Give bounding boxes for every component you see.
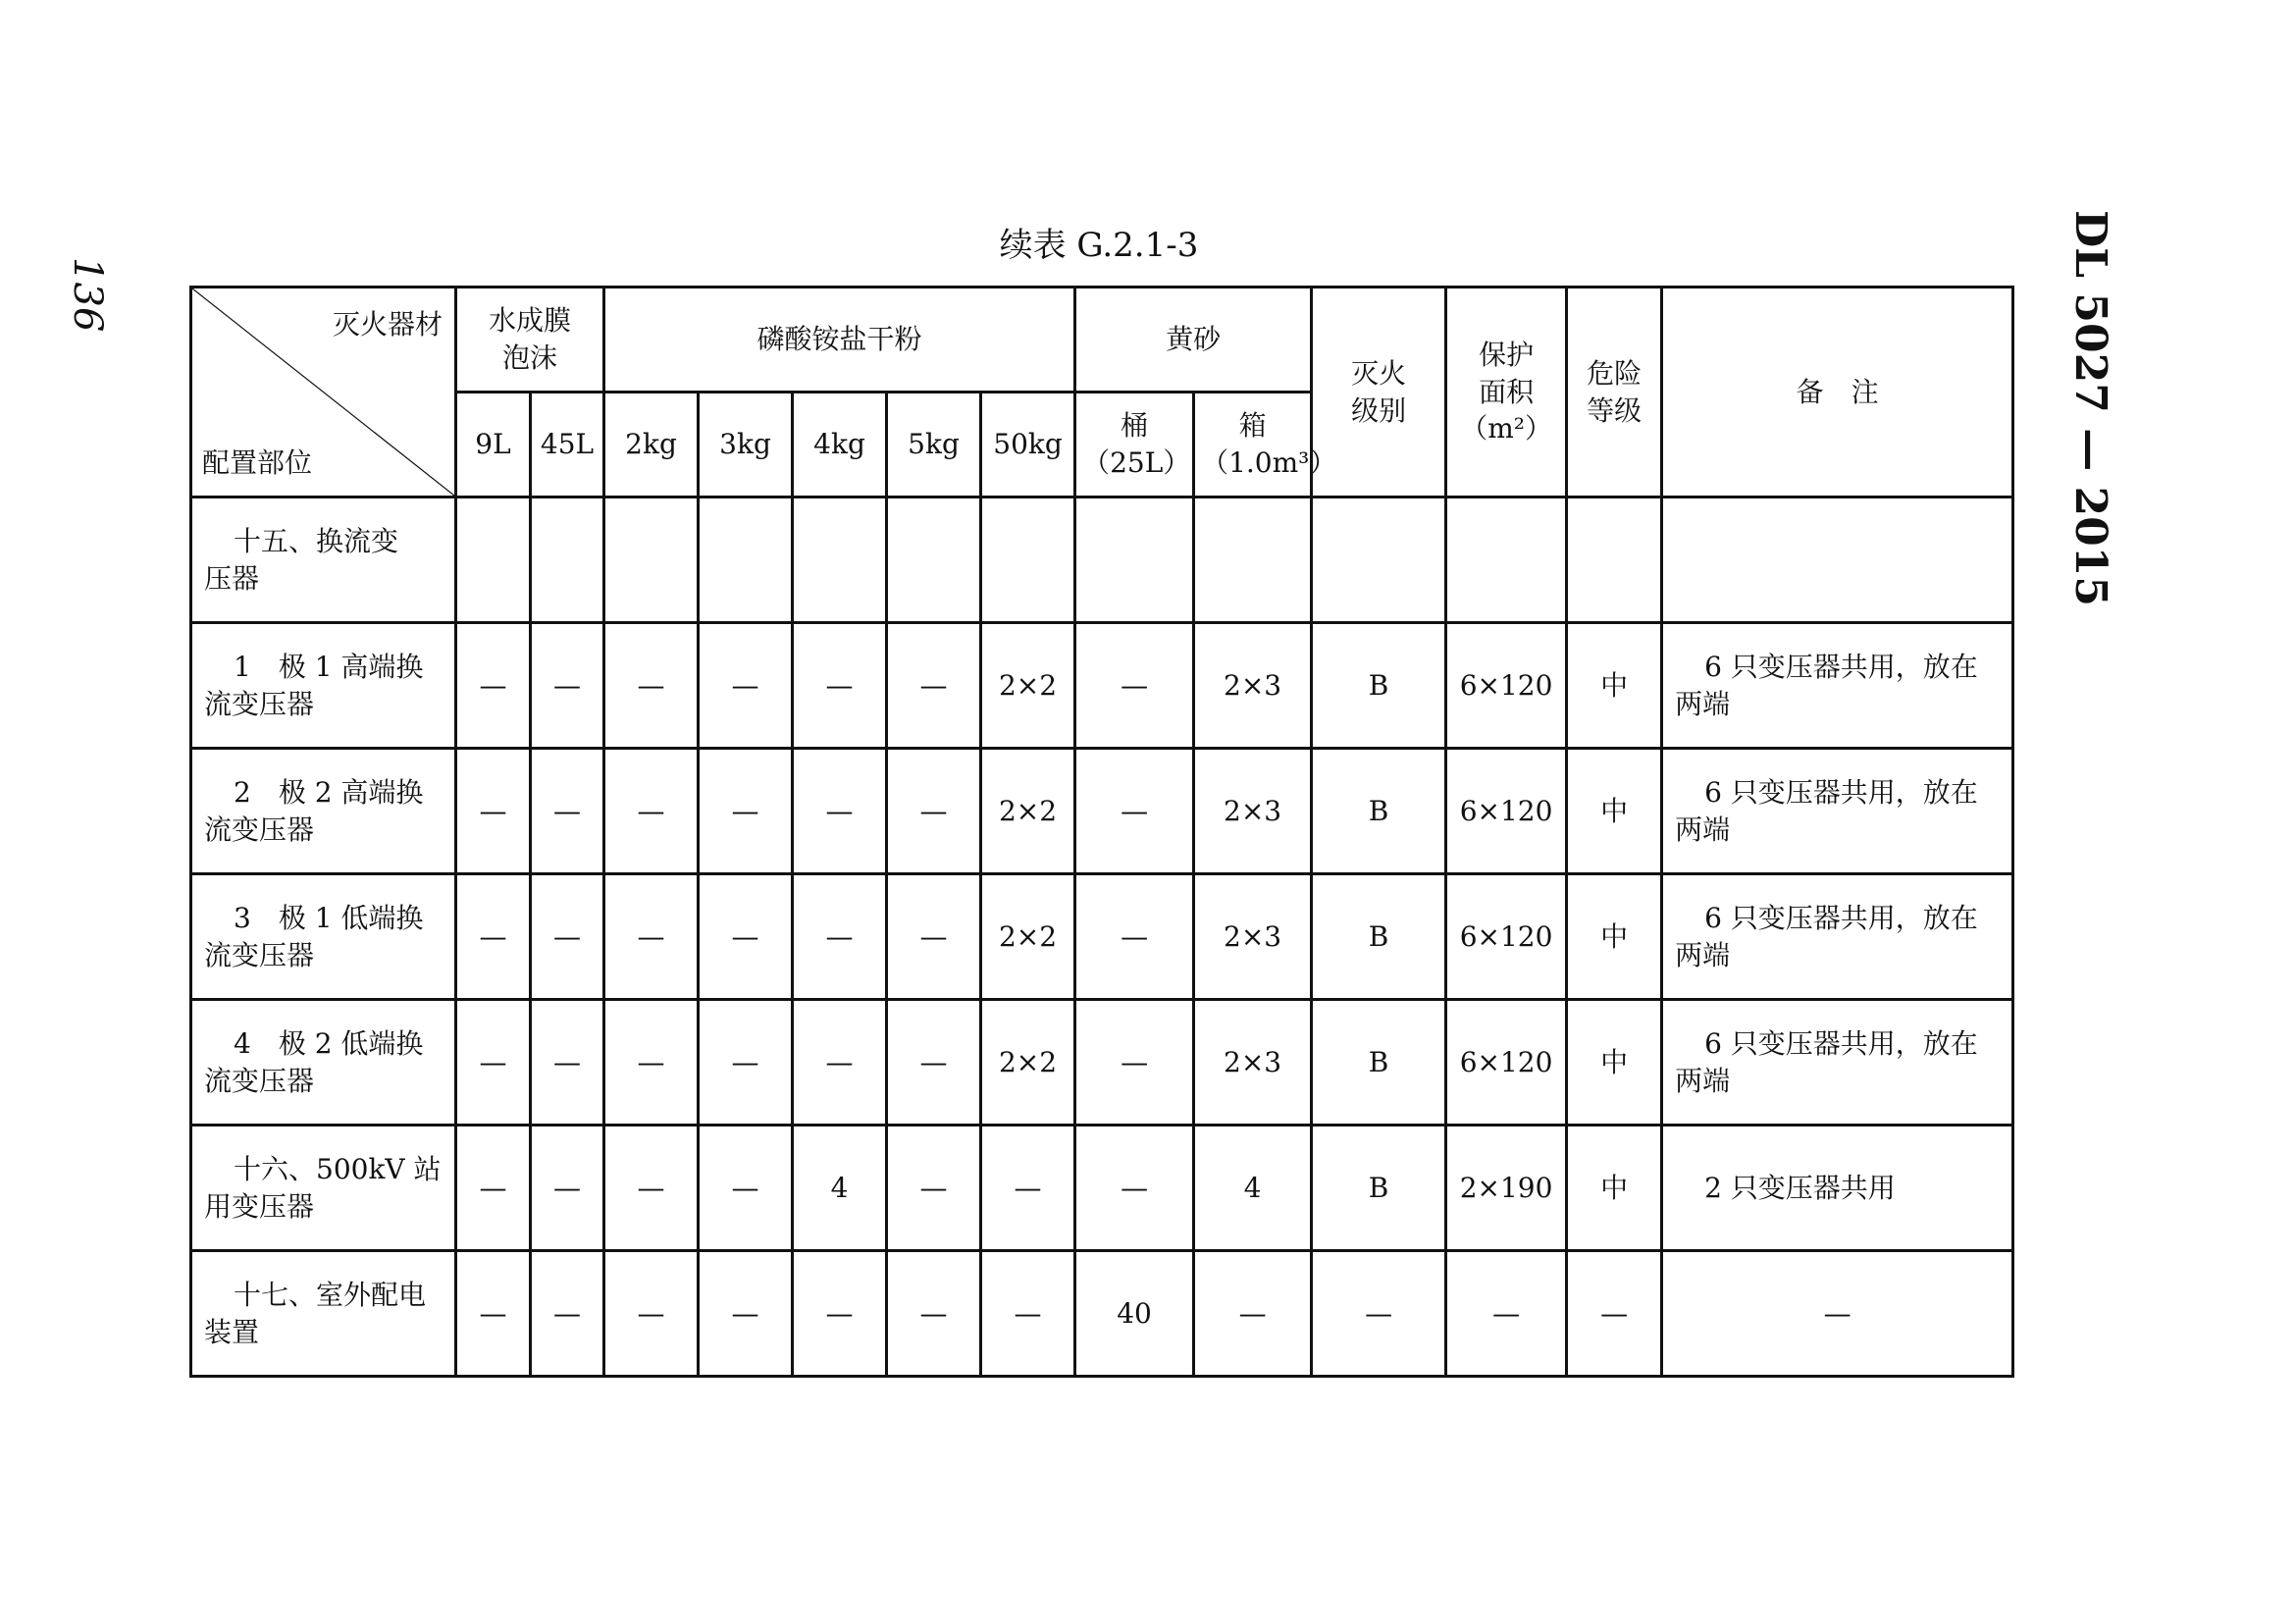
remarks-line-1: — <box>1823 1296 1852 1330</box>
value-cell: — <box>699 1251 793 1377</box>
value-cell: B <box>1312 623 1446 749</box>
location-line-2: 流变压器 <box>204 812 315 846</box>
value-cell: 4 <box>793 1126 887 1251</box>
location-line-2: 流变压器 <box>204 687 315 720</box>
value-cell: — <box>699 749 793 874</box>
remarks-line-1: 6 只变压器共用，放在 <box>1704 775 1978 809</box>
value-cell: — <box>1075 749 1194 874</box>
value-cell: — <box>699 1000 793 1126</box>
location-cell <box>191 1000 456 1126</box>
value-cell <box>456 498 531 623</box>
header-foam: 水成膜 泡沫 <box>456 288 604 393</box>
value-cell: — <box>604 749 699 874</box>
header-dry-powder: 磷酸铵盐干粉 <box>604 288 1075 393</box>
remarks-line-1: 2 只变压器共用 <box>1704 1171 1896 1204</box>
value-cell: B <box>1312 1000 1446 1126</box>
value-cell <box>1312 498 1446 623</box>
value-cell: — <box>887 1251 981 1377</box>
value-cell: B <box>1312 1126 1446 1251</box>
value-cell <box>699 498 793 623</box>
value-cell: — <box>456 749 531 874</box>
subheader-50kg: 50kg <box>981 393 1075 498</box>
remarks-line-2: 两端 <box>1675 687 1731 720</box>
value-cell: — <box>1075 874 1194 1000</box>
value-cell <box>981 498 1075 623</box>
table-row <box>191 1000 2013 1126</box>
table-title: 续表 G.2.1-3 <box>999 226 1199 265</box>
value-cell: — <box>531 749 604 874</box>
header-sand: 黄砂 <box>1075 288 1312 393</box>
value-cell: — <box>887 1126 981 1251</box>
remarks-line-1: 6 只变压器共用，放在 <box>1704 901 1978 934</box>
value-cell: 6×120 <box>1446 749 1567 874</box>
corner-label-location: 配置部位 <box>202 446 313 480</box>
value-cell: — <box>1075 1000 1194 1126</box>
value-cell: — <box>793 874 887 1000</box>
value-cell: 2×190 <box>1446 1126 1567 1251</box>
table-row <box>191 874 2013 1000</box>
value-cell: — <box>456 623 531 749</box>
remarks-cell <box>1662 1251 2013 1377</box>
remarks-line-1: 6 只变压器共用，放在 <box>1704 1026 1978 1060</box>
value-cell <box>887 498 981 623</box>
subheader-45l: 45L <box>531 393 604 498</box>
value-cell: 6×120 <box>1446 1000 1567 1126</box>
value-cell <box>1567 498 1662 623</box>
table-body <box>191 498 2013 1377</box>
value-cell: 2×3 <box>1194 623 1312 749</box>
value-cell: — <box>887 749 981 874</box>
table-row <box>191 1251 2013 1377</box>
remarks-line-2: 两端 <box>1675 938 1731 971</box>
value-cell: — <box>1194 1251 1312 1377</box>
subheader-4kg: 4kg <box>793 393 887 498</box>
page-number: 136 <box>65 257 110 333</box>
value-cell: — <box>981 1251 1075 1377</box>
value-cell: — <box>531 1000 604 1126</box>
value-cell: 中 <box>1567 1000 1662 1126</box>
value-cell: — <box>456 1126 531 1251</box>
standard-code: DL 5027 — 2015 <box>2065 210 2115 606</box>
table-row <box>191 623 2013 749</box>
remarks-cell <box>1662 498 2013 623</box>
value-cell: — <box>531 623 604 749</box>
location-line-2: 流变压器 <box>204 938 315 971</box>
location-line-2: 压器 <box>204 561 260 595</box>
value-cell: — <box>1312 1251 1446 1377</box>
value-cell: — <box>887 874 981 1000</box>
value-cell: — <box>699 623 793 749</box>
location-cell <box>191 749 456 874</box>
header-row-1 <box>191 288 2013 393</box>
value-cell: B <box>1312 874 1446 1000</box>
value-cell: — <box>699 874 793 1000</box>
remarks-cell <box>1662 1126 2013 1251</box>
location-cell <box>191 1126 456 1251</box>
value-cell: — <box>793 623 887 749</box>
subheader-9l: 9L <box>456 393 531 498</box>
value-cell: B <box>1312 749 1446 874</box>
value-cell: 2×3 <box>1194 749 1312 874</box>
location-cell <box>191 874 456 1000</box>
value-cell <box>1446 498 1567 623</box>
header-remarks: 备 注 <box>1662 288 2013 498</box>
value-cell: 4 <box>1194 1126 1312 1251</box>
header-fire-class: 灭火 级别 <box>1312 288 1446 498</box>
remarks-cell <box>1662 749 2013 874</box>
location-line-1: 2 极 2 高端换 <box>234 775 424 809</box>
subheader-sand-box: 箱 （1.0m³） <box>1194 393 1312 498</box>
value-cell: 2×2 <box>981 623 1075 749</box>
value-cell: 40 <box>1075 1251 1194 1377</box>
location-line-1: 十七、室外配电 <box>234 1278 427 1311</box>
value-cell: — <box>604 1251 699 1377</box>
value-cell: — <box>604 623 699 749</box>
value-cell: — <box>531 1251 604 1377</box>
value-cell: — <box>887 1000 981 1126</box>
value-cell: 2×3 <box>1194 1000 1312 1126</box>
value-cell: — <box>887 623 981 749</box>
value-cell: 2×2 <box>981 1000 1075 1126</box>
location-line-1: 3 极 1 低端换 <box>234 901 424 934</box>
header-corner-cell <box>191 288 456 498</box>
location-cell <box>191 1251 456 1377</box>
location-line-1: 4 极 2 低端换 <box>234 1026 424 1060</box>
value-cell: — <box>1567 1251 1662 1377</box>
fire-equipment-table <box>189 286 2014 1378</box>
value-cell: — <box>456 1251 531 1377</box>
value-cell: — <box>1446 1251 1567 1377</box>
value-cell: — <box>604 1126 699 1251</box>
location-line-1: 1 极 1 高端换 <box>234 650 424 683</box>
value-cell: — <box>456 874 531 1000</box>
value-cell: 中 <box>1567 749 1662 874</box>
value-cell: — <box>604 1000 699 1126</box>
remarks-line-2: 两端 <box>1675 1064 1731 1097</box>
value-cell <box>1194 498 1312 623</box>
table-row <box>191 749 2013 874</box>
value-cell: 2×3 <box>1194 874 1312 1000</box>
header-protect-area: 保护 面积 （m²） <box>1446 288 1567 498</box>
table-row <box>191 498 2013 623</box>
remarks-line-1: 6 只变压器共用，放在 <box>1704 650 1978 683</box>
value-cell: — <box>531 874 604 1000</box>
location-cell <box>191 498 456 623</box>
subheader-sand-bucket: 桶 （25L） <box>1075 393 1194 498</box>
subheader-2kg: 2kg <box>604 393 699 498</box>
subheader-3kg: 3kg <box>699 393 793 498</box>
value-cell: — <box>1075 1126 1194 1251</box>
corner-label-equipment: 灭火器材 <box>332 308 443 341</box>
remarks-line-2: 两端 <box>1675 812 1731 846</box>
value-cell: — <box>793 749 887 874</box>
value-cell: 2×2 <box>981 874 1075 1000</box>
subheader-5kg: 5kg <box>887 393 981 498</box>
value-cell: 中 <box>1567 874 1662 1000</box>
location-line-2: 用变压器 <box>204 1189 315 1223</box>
location-line-2: 装置 <box>204 1315 260 1348</box>
location-line-1: 十五、换流变 <box>234 524 399 557</box>
value-cell: 中 <box>1567 623 1662 749</box>
location-line-1: 十六、500kV 站 <box>234 1152 442 1185</box>
remarks-cell <box>1662 874 2013 1000</box>
value-cell: — <box>699 1126 793 1251</box>
value-cell: — <box>531 1126 604 1251</box>
value-cell: — <box>793 1251 887 1377</box>
value-cell: 6×120 <box>1446 623 1567 749</box>
value-cell: — <box>604 874 699 1000</box>
value-cell: — <box>981 1126 1075 1251</box>
value-cell: — <box>456 1000 531 1126</box>
value-cell: — <box>1075 623 1194 749</box>
location-cell <box>191 623 456 749</box>
location-line-2: 流变压器 <box>204 1064 315 1097</box>
remarks-cell <box>1662 623 2013 749</box>
value-cell: 中 <box>1567 1126 1662 1251</box>
value-cell: 2×2 <box>981 749 1075 874</box>
header-hazard-level: 危险 等级 <box>1567 288 1662 498</box>
table-row <box>191 1126 2013 1251</box>
remarks-cell <box>1662 1000 2013 1126</box>
value-cell <box>1075 498 1194 623</box>
value-cell <box>531 498 604 623</box>
value-cell <box>793 498 887 623</box>
value-cell: 6×120 <box>1446 874 1567 1000</box>
value-cell: — <box>793 1000 887 1126</box>
value-cell <box>604 498 699 623</box>
